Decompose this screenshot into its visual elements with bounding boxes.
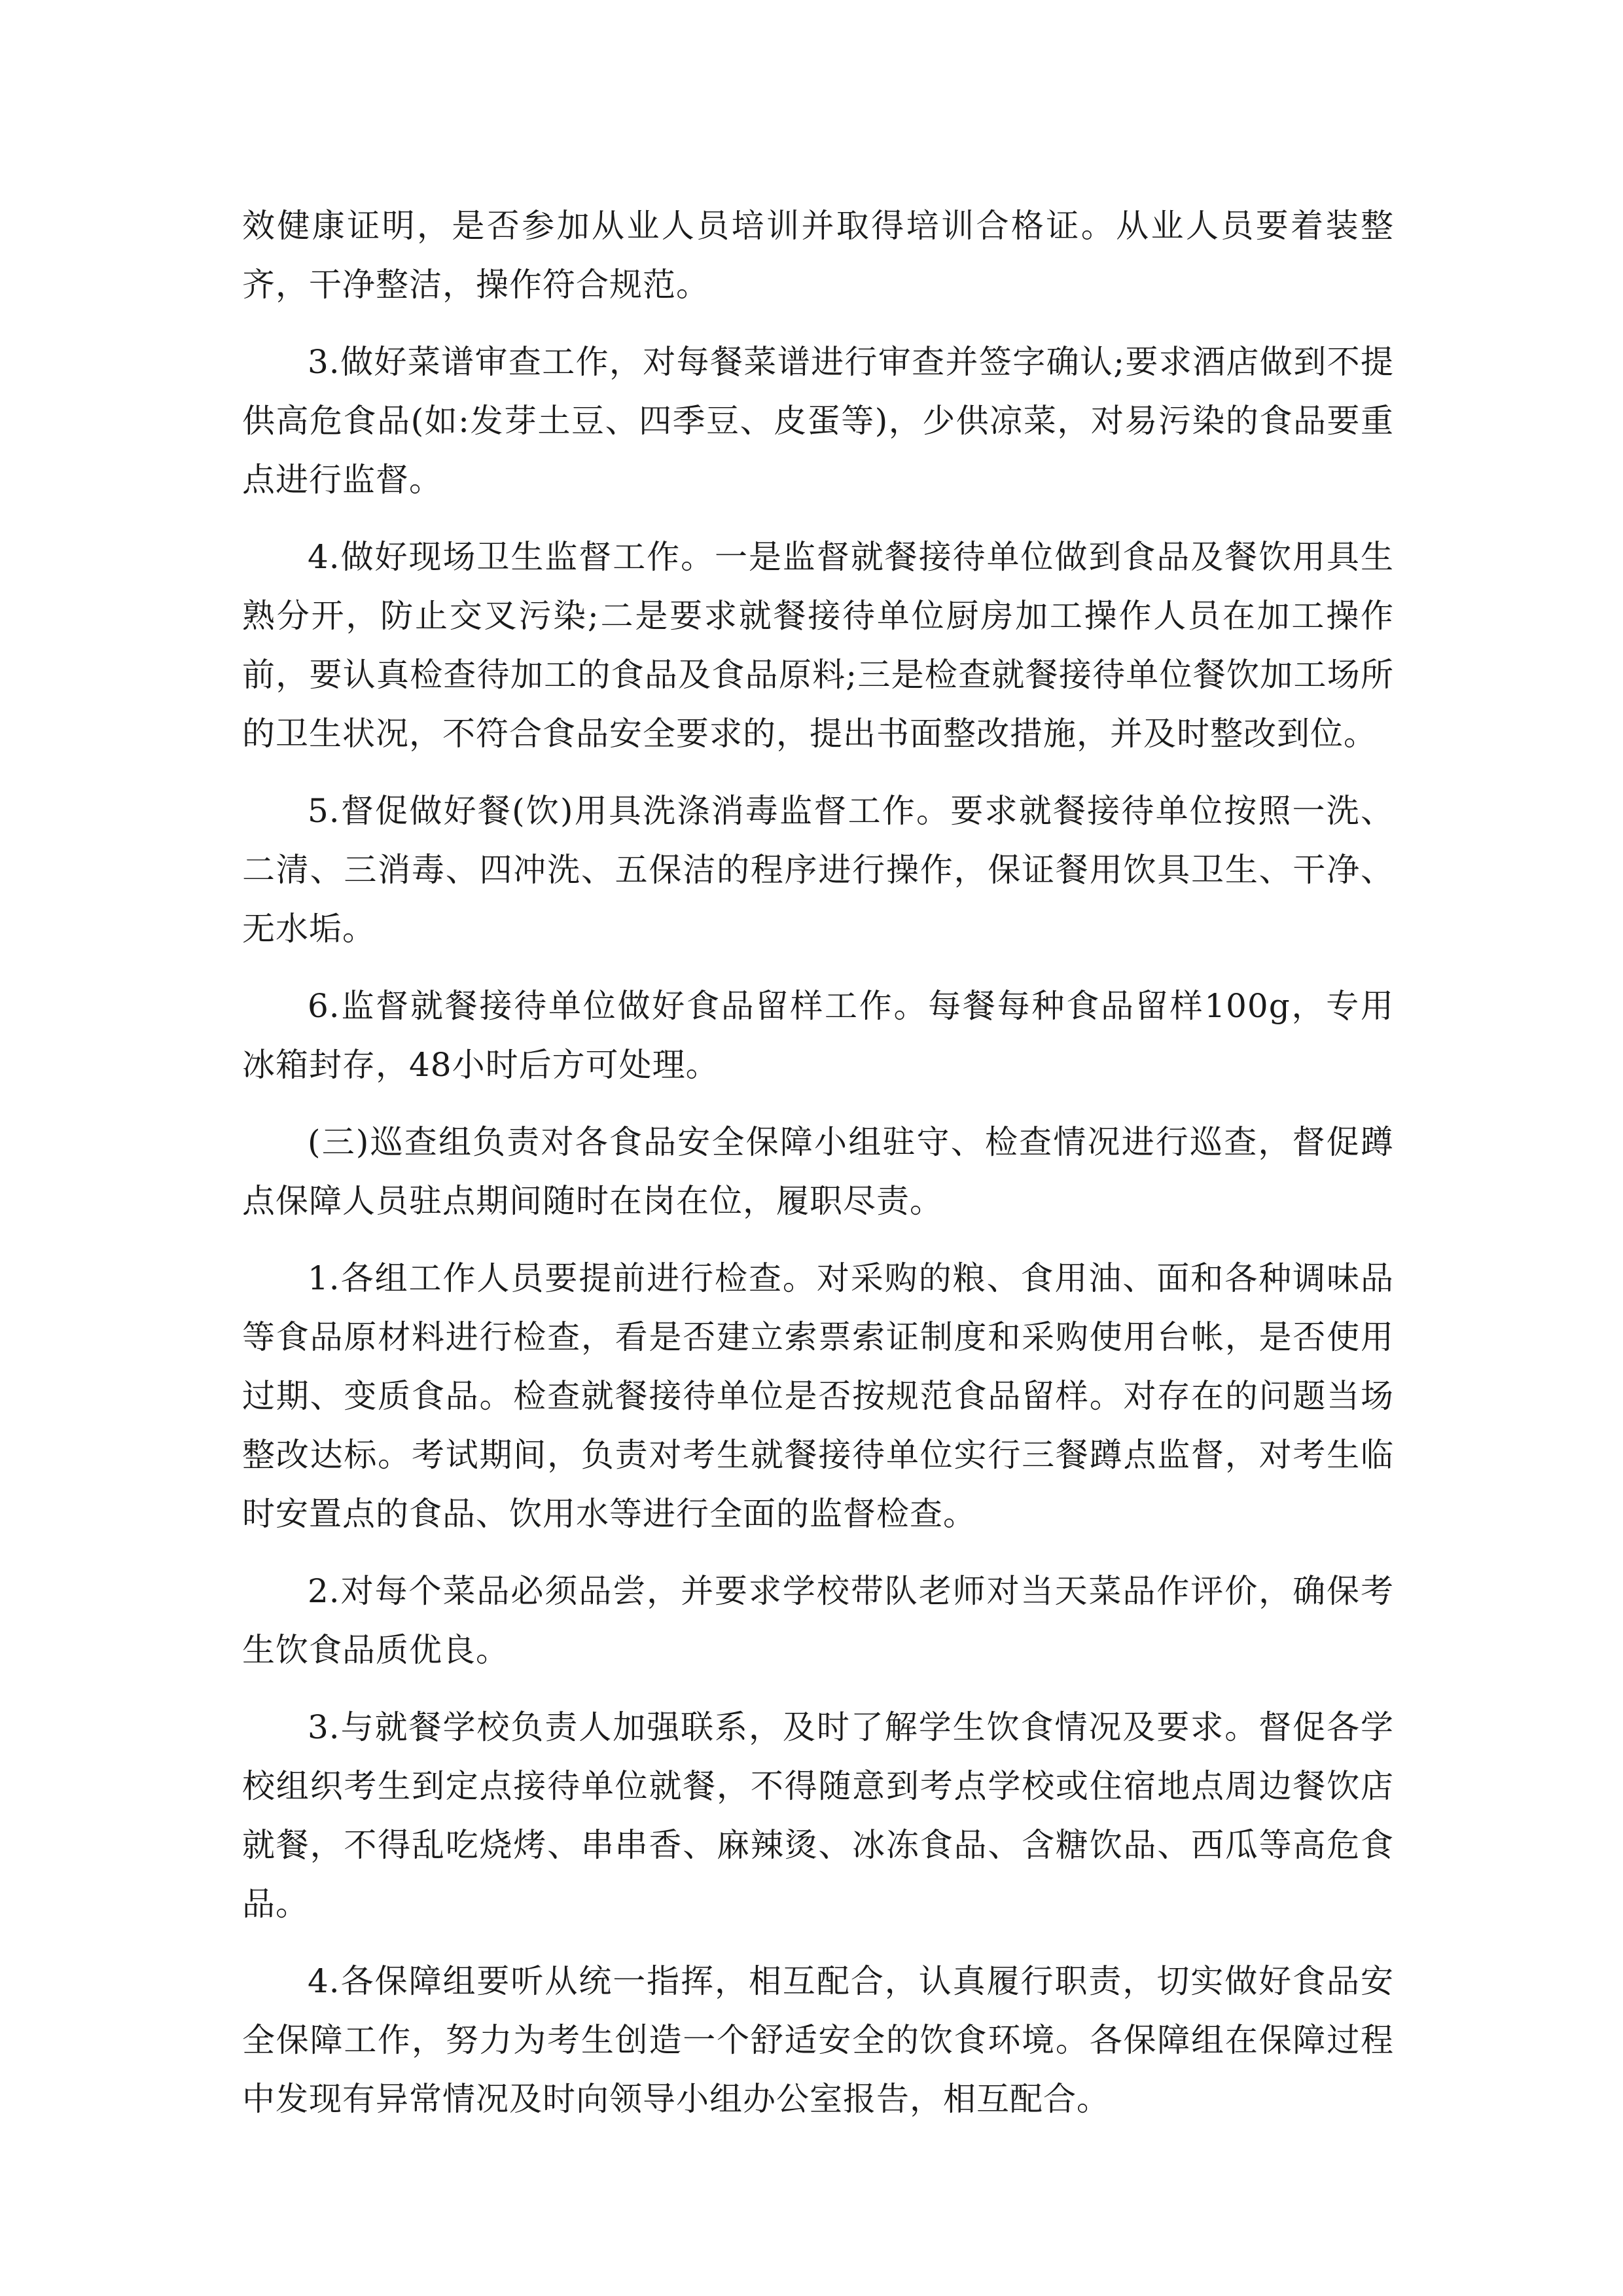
paragraph-item-3: 3.做好菜谱审查工作，对每餐菜谱进行审查并签字确认;要求酒店做到不提供高危食品(如:发芽土豆、四季豆、皮蛋等)，少供凉菜，对易污染的食品要重点进行监督。 — [242, 343, 1394, 499]
document-body — [242, 196, 1394, 2147]
paragraph-inspection-2: 2.对每个菜品必须品尝，并要求学校带队老师对当天菜品作评价，确保考生饮食品质优良。 — [242, 1572, 1394, 1669]
paragraph-inspection-3: 3.与就餐学校负责人加强联系，及时了解学生饮食情况及要求。督促各学校组织考生到定点接待单位就餐，不得随意到考点学校或住宿地点周边餐饮店就餐，不得乱吃烧烤、串串香、麻辣烫、冰冻食品、含糖饮品、西瓜等高危食品。 — [242, 1708, 1394, 1923]
paragraph-continuation: 效健康证明，是否参加从业人员培训并取得培训合格证。从业人员要着装整齐，干净整洁，操作符合规范。 — [242, 207, 1394, 304]
paragraph-inspection-1: 1.各组工作人员要提前进行检查。对采购的粮、食用油、面和各种调味品等食品原材料进行检查，看是否建立索票索证制度和采购使用台帐，是否使用过期、变质食品。检查就餐接待单位是否按规范食品留样。对存在的问题当场整改达标。考试期间，负责对考生就餐接待单位实行三餐蹲点监督，对考生临时安置点的食品、饮用水等进行全面的监督检查。 — [242, 1259, 1394, 1533]
paragraph-section-3: (三)巡查组负责对各食品安全保障小组驻守、检查情况进行巡查，督促蹲点保障人员驻点期间随时在岗在位，履职尽责。 — [242, 1123, 1394, 1220]
paragraph-item-5: 5.督促做好餐(饮)用具洗涤消毒监督工作。要求就餐接待单位按照一洗、二清、三消毒、四冲洗、五保洁的程序进行操作，保证餐用饮具卫生、干净、无水垢。 — [242, 792, 1394, 948]
paragraph-item-6: 6.监督就餐接待单位做好食品留样工作。每餐每种食品留样100g，专用冰箱封存，48小时后方可处理。 — [242, 987, 1394, 1084]
paragraph-item-4: 4.做好现场卫生监督工作。一是监督就餐接待单位做到食品及餐饮用具生熟分开，防止交叉污染;二是要求就餐接待单位厨房加工操作人员在加工操作前，要认真检查待加工的食品及食品原料;三是检查就餐接待单位餐饮加工场所的卫生状况，不符合食品安全要求的，提出书面整改措施，并及时整改到位。 — [242, 538, 1394, 753]
paragraph-inspection-4: 4.各保障组要听从统一指挥，相互配合，认真履行职责，切实做好食品安全保障工作，努力为考生创造一个舒适安全的饮食环境。各保障组在保障过程中发现有异常情况及时向领导小组办公室报告，相互配合。 — [242, 1962, 1394, 2118]
